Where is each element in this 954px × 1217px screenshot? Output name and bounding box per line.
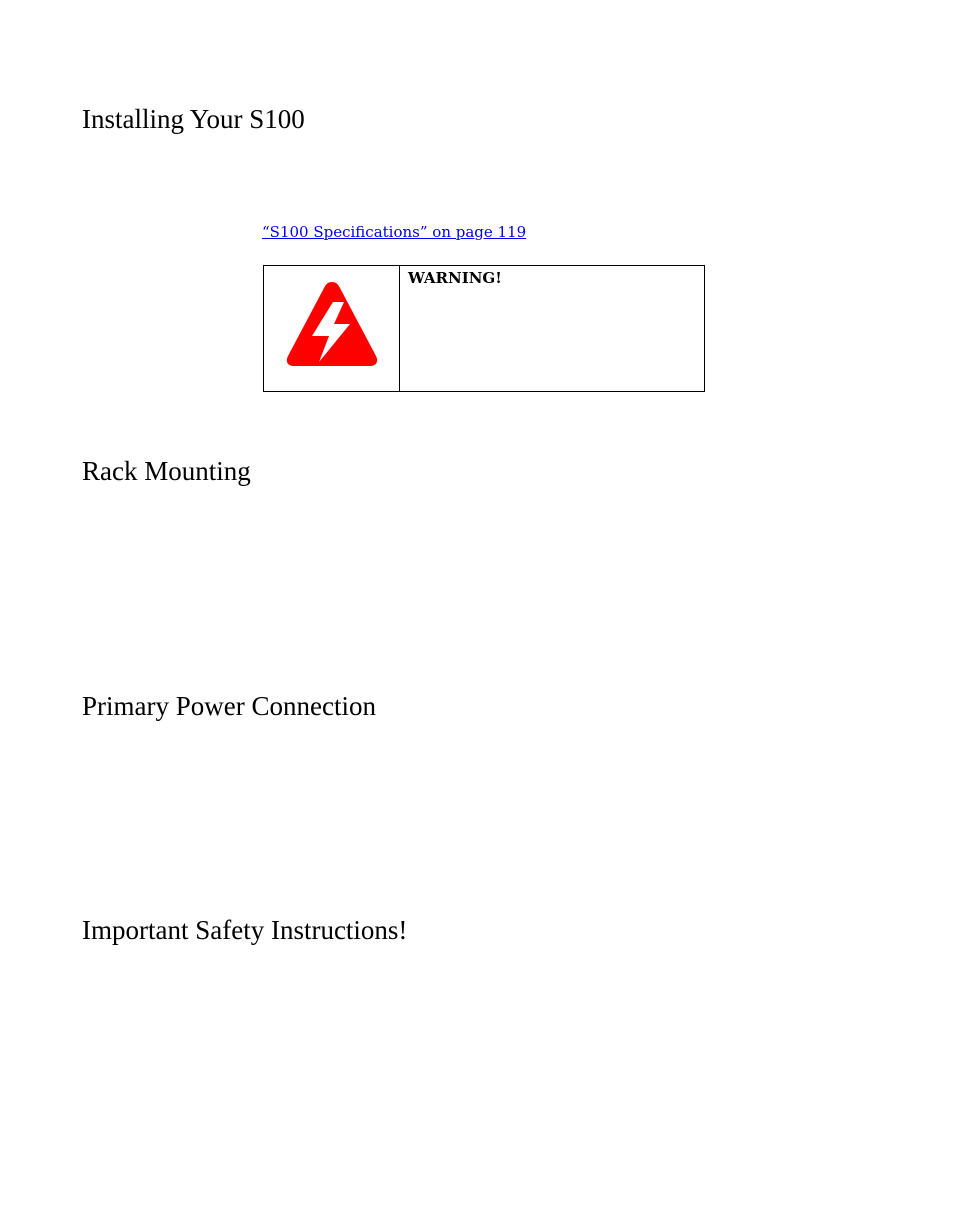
section-title-installing: Installing Your S100 bbox=[82, 104, 305, 134]
section-title-rack-mounting: Rack Mounting bbox=[82, 456, 251, 486]
high-voltage-warning-icon bbox=[284, 278, 380, 370]
section-title-primary-power: Primary Power Connection bbox=[82, 691, 376, 721]
warning-icon-cell bbox=[264, 266, 400, 391]
warning-text-cell bbox=[400, 266, 704, 391]
warning-box bbox=[263, 265, 705, 392]
section-title-safety-instructions: Important Safety Instructions! bbox=[82, 915, 408, 945]
specifications-link[interactable]: “S100 Specifications” on page 119 bbox=[262, 223, 527, 241]
warning-label: WARNING! bbox=[408, 269, 502, 287]
